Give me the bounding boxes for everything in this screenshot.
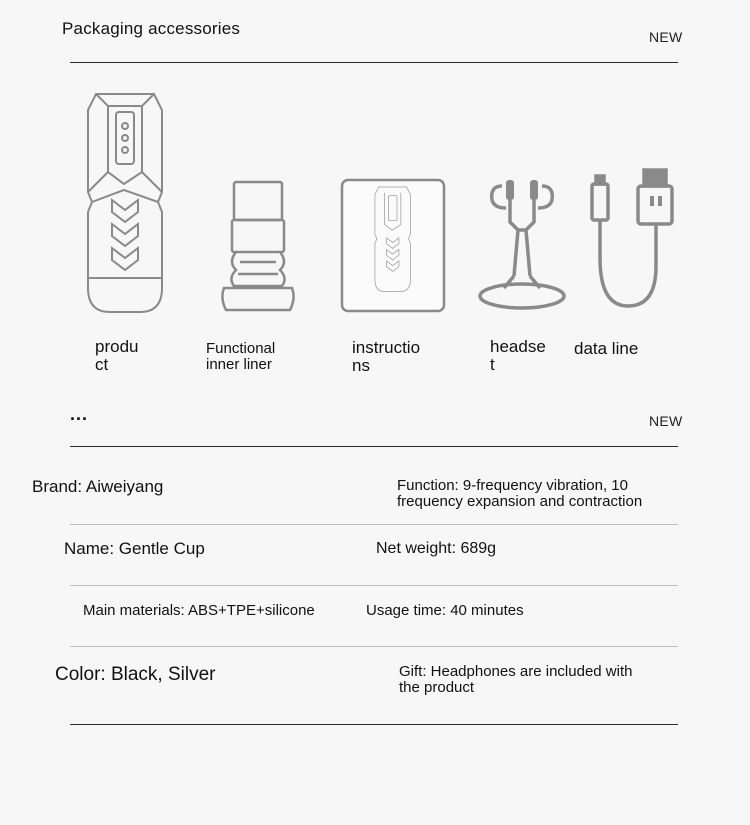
ellipsis: ... xyxy=(70,404,89,424)
spec-brand: Brand: Aiweiyang xyxy=(32,477,164,496)
spec-name: Name: Gentle Cup xyxy=(64,539,205,558)
specs-divider-top xyxy=(70,446,678,447)
headset-icon xyxy=(474,178,570,314)
usb-cable-icon xyxy=(586,166,682,316)
instructions-card-icon xyxy=(340,178,446,313)
section-title: Packaging accessories xyxy=(62,19,241,38)
accessory-label-headset: headse t xyxy=(490,337,546,374)
spec-divider xyxy=(70,646,678,647)
spec-net-weight: Net weight: 689g xyxy=(376,540,497,557)
header-divider xyxy=(70,62,678,63)
spec-usage-time: Usage time: 40 minutes xyxy=(366,602,524,619)
accessory-label-instructions: instructio ns xyxy=(352,338,421,375)
specs-divider-bottom xyxy=(70,724,678,725)
product-device-icon xyxy=(84,92,166,314)
spec-color: Color: Black, Silver xyxy=(55,664,216,685)
new-badge-2: NEW xyxy=(649,413,683,429)
spec-materials: Main materials: ABS+TPE+silicone xyxy=(83,602,315,619)
new-badge: NEW xyxy=(649,29,683,45)
spec-divider xyxy=(70,585,678,586)
accessory-label-product: produ ct xyxy=(95,337,139,374)
spec-function: Function: 9-frequency vibration, 10 frequency expansion and contraction xyxy=(397,477,643,510)
spec-gift: Gift: Headphones are included with the product xyxy=(399,663,633,696)
inner-liner-icon xyxy=(218,178,298,314)
spec-divider xyxy=(70,524,678,525)
accessory-label-data-line: data line xyxy=(574,339,639,358)
accessory-label-inner-liner: Functional inner liner xyxy=(206,340,276,373)
